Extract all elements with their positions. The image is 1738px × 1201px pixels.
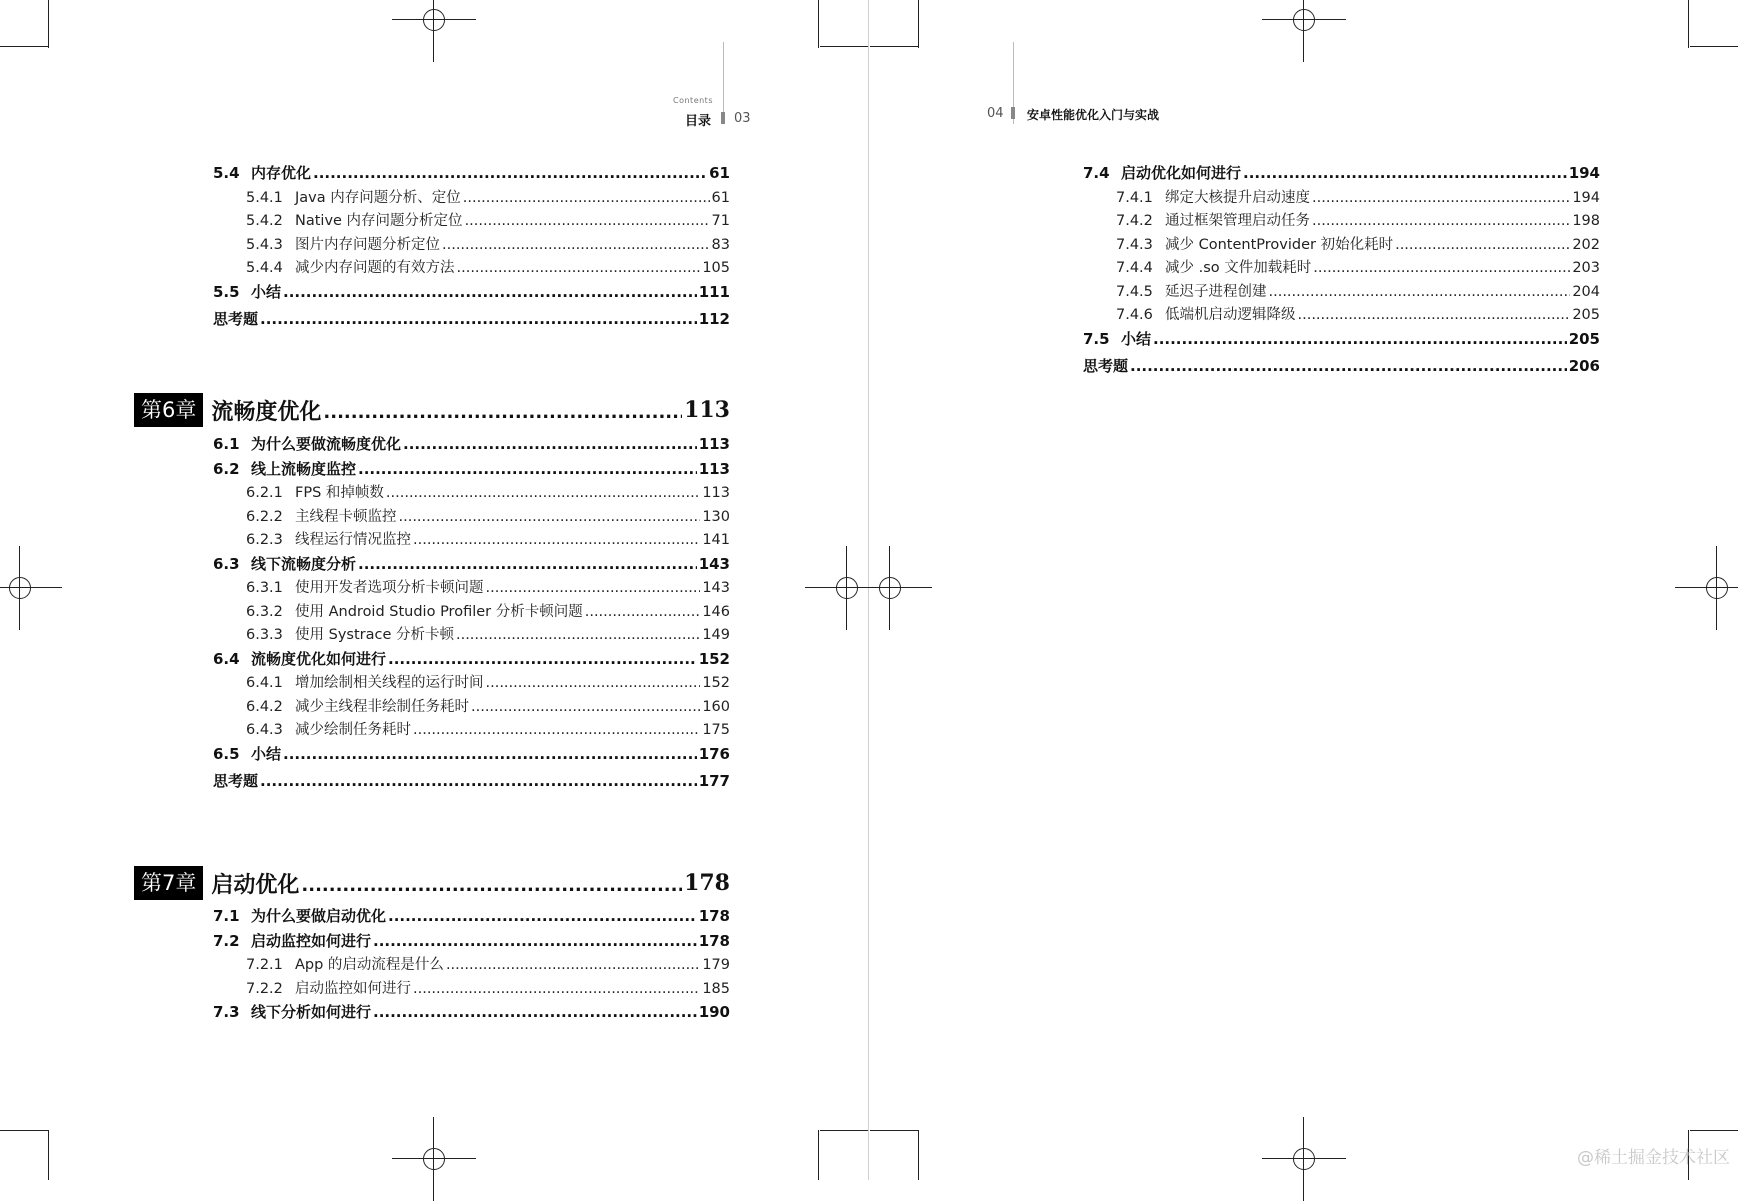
left-page [0,0,868,1180]
section-title: 为什么要做流畅度优化 [251,435,402,453]
registration-mark-bottom [1262,1117,1346,1201]
page-number: 203 [1572,260,1600,276]
leader-dots [1313,260,1570,276]
section-number: 5.4.1 [246,189,283,206]
toc-entry[interactable] [1116,256,1600,277]
toc-entry[interactable] [246,528,730,549]
registration-mark-top [392,0,476,62]
section-number: 5.4.3 [246,236,283,253]
page-number: 149 [702,627,730,643]
page-number: 143 [702,580,730,596]
leader-dots [323,402,682,427]
leader-dots [399,509,701,525]
page-number: 185 [702,980,730,997]
section-number: 5.4.4 [246,260,283,276]
section-number: 7.5 [1083,329,1110,348]
section-title: 减少主线程非绘制任务耗时 [295,698,469,715]
header-bar [1011,107,1015,119]
section-title: 思考题 [213,772,259,790]
registration-mark-top [1262,0,1346,62]
header-contents-label: Contents [673,96,713,105]
page-number: 61 [711,189,730,206]
toc-entry[interactable] [246,209,730,230]
toc-entry[interactable] [213,553,730,574]
toc-entry[interactable] [246,953,730,974]
toc-entry[interactable] [246,718,730,739]
leader-dots [1153,330,1567,348]
page-number: 152 [702,675,730,691]
toc-entry[interactable] [1116,233,1600,254]
leader-dots [456,627,700,643]
leader-dots [486,675,701,691]
page-number: 113 [698,459,730,478]
section-number: 6.4.1 [246,675,283,691]
registration-mark-left [848,546,932,630]
section-title: 使用开发者选项分析卡顿问题 [295,580,484,596]
section-title: 使用 Android Studio Profiler 分析卡顿问题 [295,603,583,620]
page-number: 105 [702,260,730,276]
section-title: 通过框架管理启动任务 [1165,213,1310,229]
section-title: 图片内存问题分析定位 [295,236,440,253]
section-number: 6.4.2 [246,698,283,715]
leader-dots [413,981,700,997]
leader-dots [301,875,682,900]
page-number: 194 [1572,189,1600,206]
page-number: 202 [1572,236,1600,253]
section-number: 6.4 [213,649,240,668]
chapter-badge: 第7章 [134,866,203,900]
page-number: 205 [1572,307,1600,323]
page-number: 61 [709,164,730,182]
section-title: 减少 .so 文件加载耗时 [1165,260,1312,276]
toc-entry[interactable] [213,162,730,183]
section-title: 小结 [251,282,282,301]
toc-entry[interactable] [1116,280,1600,301]
leader-dots [403,435,697,453]
registration-mark-right [1675,546,1738,630]
page-number: 176 [698,744,730,763]
section-number: 7.3 [213,1003,240,1021]
section-title: 减少绘制任务耗时 [295,722,411,738]
page-number: 198 [1572,213,1600,229]
section-number: 5.4.2 [246,213,283,229]
leader-dots [373,932,697,950]
toc-entry[interactable] [1083,162,1600,183]
leader-dots [471,699,700,715]
section-number: 7.2 [213,931,240,950]
section-number: 6.3.3 [246,627,283,643]
page-number: 175 [702,722,730,738]
section-title: 思考题 [1083,357,1129,375]
header-page-number: 04 [987,106,1004,121]
section-title: Native 内存问题分析定位 [295,213,463,229]
chapter-page: 178 [684,870,730,896]
page-number: 204 [1572,283,1600,300]
leader-dots [1130,357,1567,375]
toc-entry[interactable] [1116,209,1600,230]
section-title: 为什么要做启动优化 [251,907,387,925]
toc-entry[interactable] [1116,303,1600,324]
page-number: 160 [702,698,730,715]
leader-dots [486,580,701,596]
section-number: 7.4.2 [1116,213,1153,229]
section-title: 线上流畅度监控 [251,459,357,478]
toc-entry[interactable] [213,1001,730,1022]
toc-entry[interactable] [246,256,730,277]
toc-entry[interactable] [246,186,730,207]
section-number: 7.4.6 [1116,307,1153,323]
leader-dots [358,460,697,478]
page-number: 143 [698,554,730,573]
leader-dots [1269,284,1571,300]
chapter-badge: 第6章 [134,393,203,427]
page-number: 190 [698,1003,730,1021]
toc-entry[interactable] [213,308,730,329]
section-title: 小结 [1121,329,1152,348]
leader-dots [386,485,700,501]
leader-dots [1298,307,1571,323]
page-number: 177 [698,772,730,790]
chapter-6-heading[interactable] [134,393,730,427]
page-number: 194 [1568,164,1600,182]
section-title: 小结 [251,744,282,763]
section-title: 低端机启动逻辑降级 [1165,307,1296,323]
leader-dots [465,213,710,229]
toc-entry[interactable] [213,458,730,479]
page-number: 141 [702,532,730,548]
section-title: 线下流畅度分析 [251,554,357,573]
toc-entry[interactable] [1083,328,1600,349]
leader-dots [388,650,697,668]
right-page [870,0,1738,1180]
leader-dots [457,260,701,276]
section-number: 7.1 [213,907,240,925]
chapter-title: 启动优化 [211,871,300,898]
page-number: 206 [1568,357,1600,375]
leader-dots [283,745,697,763]
toc-entry[interactable] [213,930,730,951]
toc-entry[interactable] [213,281,730,302]
toc-entry[interactable] [1116,186,1600,207]
page-number: 178 [698,931,730,950]
section-number: 6.2.3 [246,532,283,548]
section-number: 6.5 [213,744,240,763]
header-bar [721,112,725,124]
leader-dots [260,772,697,790]
section-title: 启动监控如何进行 [295,980,411,997]
page-number: 205 [1568,329,1600,348]
leader-dots [1395,237,1570,253]
page-number: 111 [698,282,730,301]
leader-dots [442,237,710,253]
section-title: 减少 ContentProvider 初始化耗时 [1165,236,1394,253]
toc-entry[interactable] [246,695,730,716]
toc-entry[interactable] [246,481,730,502]
section-title: 内存优化 [251,164,312,182]
leader-dots [358,555,697,573]
page-number: 178 [698,907,730,925]
registration-mark-left [0,546,62,630]
leader-dots [413,722,700,738]
section-title: 线下分析如何进行 [251,1003,372,1021]
leader-dots [313,164,707,182]
header-book-title: 安卓性能优化入门与实战 [1027,108,1160,122]
section-number: 6.2.1 [246,485,283,501]
page-number: 71 [711,213,730,229]
toc-entry[interactable] [246,233,730,254]
header-title: 目录 [685,114,712,129]
toc-entry[interactable] [213,770,730,791]
section-number: 6.3.2 [246,603,283,620]
chapter-title: 流畅度优化 [211,398,322,425]
section-number: 7.4.3 [1116,236,1153,253]
section-title: 延迟子进程创建 [1165,283,1267,300]
leader-dots [373,1003,697,1021]
section-title: App 的启动流程是什么 [295,957,444,973]
section-number: 7.4.5 [1116,283,1153,300]
section-title: 增加绘制相关线程的运行时间 [295,675,484,691]
section-title: 思考题 [213,310,259,328]
toc-entry[interactable] [246,671,730,692]
section-number: 6.3 [213,554,240,573]
section-title: 使用 Systrace 分析卡顿 [295,627,454,643]
watermark: @稀土掘金技术社区 [1577,1148,1730,1168]
toc-entry[interactable] [246,600,730,621]
leader-dots [585,604,701,620]
section-number: 5.5 [213,282,240,301]
leader-dots [446,957,700,973]
section-title: 流畅度优化如何进行 [251,649,387,668]
leader-dots [260,310,697,328]
registration-mark-bottom [392,1117,476,1201]
section-title: 启动优化如何进行 [1121,164,1242,182]
section-number: 7.4.4 [1116,260,1153,276]
section-number: 6.2.2 [246,508,283,525]
toc-entry[interactable] [1083,355,1600,376]
page-number: 179 [702,957,730,973]
chapter-page: 113 [684,397,730,423]
section-number: 6.1 [213,435,240,453]
leader-dots [388,907,697,925]
leader-dots [413,532,700,548]
leader-dots [1243,164,1567,182]
header-page-number: 03 [734,111,751,126]
page-number: 130 [702,508,730,525]
leader-dots [283,283,697,301]
leader-dots [1312,190,1570,206]
section-number: 6.4.3 [246,722,283,738]
leader-dots [1312,213,1570,229]
section-title: 减少内存问题的有效方法 [295,260,455,276]
section-number: 5.4 [213,164,240,182]
toc-entry[interactable] [246,505,730,526]
page-number: 112 [698,310,730,328]
section-title: 主线程卡顿监控 [295,508,397,525]
section-number: 6.3.1 [246,580,283,596]
page-number: 113 [702,485,730,501]
section-title: 启动监控如何进行 [251,931,372,950]
toc-entry[interactable] [246,623,730,644]
toc-entry[interactable] [213,433,730,454]
section-title: 线程运行情况监控 [295,532,411,548]
page-number: 113 [698,435,730,453]
toc-entry[interactable] [213,905,730,926]
toc-entry[interactable] [213,743,730,764]
section-title: FPS 和掉帧数 [295,485,384,501]
section-title: 绑定大核提升启动速度 [1165,189,1310,206]
page-number: 152 [698,649,730,668]
page-number: 83 [711,236,730,253]
page-number: 146 [702,603,730,620]
leader-dots [463,190,710,206]
toc-entry[interactable] [246,576,730,597]
section-title: Java 内存问题分析、定位 [295,189,461,206]
chapter-7-heading[interactable] [134,866,730,900]
section-number: 7.2.2 [246,980,283,997]
toc-entry[interactable] [213,648,730,669]
section-number: 6.2 [213,459,240,478]
toc-entry[interactable] [246,977,730,998]
section-number: 7.4.1 [1116,189,1153,206]
section-number: 7.2.1 [246,957,283,973]
section-number: 7.4 [1083,164,1110,182]
